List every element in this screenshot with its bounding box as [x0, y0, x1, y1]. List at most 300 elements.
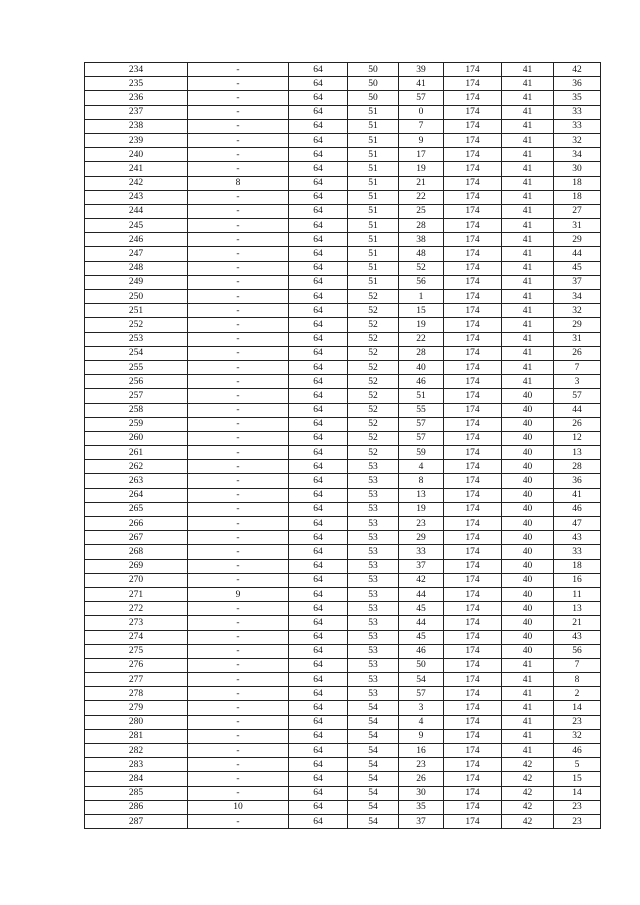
table-cell: 64	[289, 729, 348, 743]
table-cell: 174	[444, 318, 502, 332]
table-cell: 174	[444, 786, 502, 800]
table-cell: 40	[502, 488, 554, 502]
table-cell: 64	[289, 318, 348, 332]
table-cell: 64	[289, 261, 348, 275]
table-row	[85, 261, 601, 275]
table-cell: -	[188, 630, 289, 644]
table-cell: 40	[502, 616, 554, 630]
table-cell: 26	[554, 417, 601, 431]
table-cell: 174	[444, 190, 502, 204]
table-row	[85, 644, 601, 658]
table-cell: -	[188, 417, 289, 431]
table-cell: 37	[554, 275, 601, 289]
table-cell: 174	[444, 403, 502, 417]
table-cell: 14	[554, 786, 601, 800]
table-cell: 51	[348, 119, 399, 133]
table-cell: 40	[502, 630, 554, 644]
table-row	[85, 304, 601, 318]
table-cell: -	[188, 219, 289, 233]
table-cell: 30	[399, 786, 444, 800]
table-cell: 32	[554, 304, 601, 318]
table-cell: -	[188, 786, 289, 800]
table-cell: 54	[399, 673, 444, 687]
table-cell: -	[188, 460, 289, 474]
table-cell: 64	[289, 91, 348, 105]
table-cell: 52	[348, 346, 399, 360]
table-cell: 44	[554, 403, 601, 417]
table-cell: 47	[554, 517, 601, 531]
table-cell: 40	[399, 360, 444, 374]
table-cell: 270	[85, 573, 188, 587]
table-cell: 40	[502, 573, 554, 587]
table-cell: 256	[85, 375, 188, 389]
table-cell: 64	[289, 233, 348, 247]
table-cell: 53	[348, 474, 399, 488]
table-cell: 1	[399, 290, 444, 304]
table-cell: 16	[399, 744, 444, 758]
table-cell: 64	[289, 545, 348, 559]
table-cell: 259	[85, 417, 188, 431]
table-cell: 174	[444, 517, 502, 531]
table-cell: 29	[399, 531, 444, 545]
table-cell: 29	[554, 233, 601, 247]
table-cell: 53	[348, 488, 399, 502]
table-cell: 52	[348, 375, 399, 389]
table-cell: -	[188, 814, 289, 828]
table-cell: 8	[554, 673, 601, 687]
table-row	[85, 204, 601, 218]
table-cell: 54	[348, 800, 399, 814]
table-cell: 240	[85, 148, 188, 162]
table-row	[85, 148, 601, 162]
table-cell: 64	[289, 658, 348, 672]
table-row	[85, 502, 601, 516]
table-cell: 40	[502, 559, 554, 573]
table-cell: 174	[444, 545, 502, 559]
table-cell: 36	[554, 77, 601, 91]
table-cell: 272	[85, 602, 188, 616]
table-cell: 40	[502, 587, 554, 601]
table-cell: 50	[348, 77, 399, 91]
table-cell: -	[188, 644, 289, 658]
table-cell: 64	[289, 800, 348, 814]
table-cell: 174	[444, 431, 502, 445]
table-cell: 41	[502, 162, 554, 176]
table-cell: 52	[348, 417, 399, 431]
table-cell: -	[188, 772, 289, 786]
table-cell: 174	[444, 715, 502, 729]
table-cell: 26	[399, 772, 444, 786]
table-cell: -	[188, 162, 289, 176]
table-cell: 51	[348, 105, 399, 119]
table-cell: 268	[85, 545, 188, 559]
table-cell: 246	[85, 233, 188, 247]
table-cell: 64	[289, 162, 348, 176]
table-cell: 52	[348, 290, 399, 304]
table-cell: 54	[348, 715, 399, 729]
table-cell: 64	[289, 772, 348, 786]
table-cell: 64	[289, 644, 348, 658]
table-cell: 174	[444, 800, 502, 814]
table-cell: 53	[348, 602, 399, 616]
table-row	[85, 772, 601, 786]
table-cell: 241	[85, 162, 188, 176]
table-row	[85, 814, 601, 828]
table-row	[85, 800, 601, 814]
table-cell: 40	[502, 460, 554, 474]
table-cell: 64	[289, 488, 348, 502]
table-cell: 280	[85, 715, 188, 729]
table-cell: 255	[85, 360, 188, 374]
table-cell: 22	[399, 332, 444, 346]
table-cell: 51	[399, 389, 444, 403]
table-cell: 64	[289, 204, 348, 218]
table-cell: 174	[444, 758, 502, 772]
table-cell: 4	[399, 460, 444, 474]
table-cell: 174	[444, 304, 502, 318]
table-row	[85, 545, 601, 559]
table-cell: 238	[85, 119, 188, 133]
table-cell: -	[188, 744, 289, 758]
table-cell: 248	[85, 261, 188, 275]
table-cell: 28	[554, 460, 601, 474]
table-cell: 64	[289, 332, 348, 346]
table-cell: 40	[502, 389, 554, 403]
table-cell: 174	[444, 332, 502, 346]
table-cell: -	[188, 488, 289, 502]
table-cell: 41	[502, 247, 554, 261]
table-cell: 18	[554, 559, 601, 573]
table-cell: 51	[348, 190, 399, 204]
table-cell: 174	[444, 417, 502, 431]
table-cell: 174	[444, 247, 502, 261]
table-cell: 266	[85, 517, 188, 531]
table-cell: 40	[502, 446, 554, 460]
table-cell: 42	[554, 63, 601, 77]
table-cell: 2	[554, 687, 601, 701]
table-row	[85, 715, 601, 729]
table-row	[85, 474, 601, 488]
table-cell: 31	[554, 332, 601, 346]
table-cell: 41	[399, 77, 444, 91]
table-cell: 174	[444, 204, 502, 218]
table-cell: 51	[348, 133, 399, 147]
table-cell: 46	[554, 502, 601, 516]
table-cell: 64	[289, 814, 348, 828]
table-cell: 33	[554, 105, 601, 119]
table-cell: 53	[348, 658, 399, 672]
table-cell: 37	[399, 814, 444, 828]
table-cell: 174	[444, 219, 502, 233]
table-cell: 174	[444, 261, 502, 275]
table-cell: 23	[399, 517, 444, 531]
table-cell: 41	[502, 744, 554, 758]
table-cell: -	[188, 431, 289, 445]
table-cell: 283	[85, 758, 188, 772]
table-cell: 57	[554, 389, 601, 403]
table-cell: 44	[399, 587, 444, 601]
table-cell: 251	[85, 304, 188, 318]
table-cell: 53	[348, 502, 399, 516]
table-cell: -	[188, 545, 289, 559]
table-row	[85, 431, 601, 445]
table-cell: 35	[399, 800, 444, 814]
table-cell: 64	[289, 701, 348, 715]
table-cell: 41	[502, 290, 554, 304]
table-cell: 46	[399, 644, 444, 658]
table-cell: 51	[348, 275, 399, 289]
table-cell: 174	[444, 63, 502, 77]
table-cell: 29	[554, 318, 601, 332]
table-cell: 174	[444, 687, 502, 701]
table-cell: 41	[502, 658, 554, 672]
table-cell: 258	[85, 403, 188, 417]
table-cell: 54	[348, 786, 399, 800]
table-cell: 54	[348, 701, 399, 715]
table-row	[85, 360, 601, 374]
table-cell: 41	[502, 233, 554, 247]
table-cell: 9	[399, 133, 444, 147]
table-cell: 174	[444, 602, 502, 616]
table-cell: 4	[399, 715, 444, 729]
table-cell: 8	[399, 474, 444, 488]
table-cell: -	[188, 119, 289, 133]
table-cell: 22	[399, 190, 444, 204]
table-cell: 44	[399, 616, 444, 630]
table-cell: 15	[399, 304, 444, 318]
table-cell: -	[188, 261, 289, 275]
table-cell: -	[188, 275, 289, 289]
table-cell: 13	[399, 488, 444, 502]
table-cell: 7	[399, 119, 444, 133]
table-cell: 53	[348, 673, 399, 687]
table-cell: 41	[502, 63, 554, 77]
table-cell: 64	[289, 587, 348, 601]
table-cell: 64	[289, 715, 348, 729]
table-cell: 18	[554, 190, 601, 204]
table-row	[85, 658, 601, 672]
table-cell: -	[188, 247, 289, 261]
table-cell: -	[188, 673, 289, 687]
table-cell: 174	[444, 119, 502, 133]
table-cell: 40	[502, 545, 554, 559]
table-cell: 252	[85, 318, 188, 332]
table-cell: 245	[85, 219, 188, 233]
table-cell: 9	[188, 587, 289, 601]
table-row	[85, 687, 601, 701]
table-cell: 285	[85, 786, 188, 800]
table-cell: 45	[399, 602, 444, 616]
table-cell: -	[188, 63, 289, 77]
table-cell: 269	[85, 559, 188, 573]
table-cell: 53	[348, 573, 399, 587]
table-cell: 21	[399, 176, 444, 190]
table-cell: 234	[85, 63, 188, 77]
table-cell: 18	[554, 176, 601, 190]
table-cell: 43	[554, 630, 601, 644]
table-cell: 174	[444, 744, 502, 758]
table-cell: 174	[444, 290, 502, 304]
table-cell: 44	[554, 247, 601, 261]
table-cell: 53	[348, 687, 399, 701]
table-cell: 33	[554, 119, 601, 133]
table-cell: 51	[348, 162, 399, 176]
table-row	[85, 162, 601, 176]
table-cell: 40	[502, 644, 554, 658]
table-cell: 41	[554, 488, 601, 502]
table-cell: 64	[289, 758, 348, 772]
table-cell: 51	[348, 148, 399, 162]
table-cell: 23	[399, 758, 444, 772]
table-cell: 64	[289, 176, 348, 190]
table-cell: 64	[289, 673, 348, 687]
table-cell: 16	[554, 573, 601, 587]
table-cell: 64	[289, 446, 348, 460]
table-cell: 174	[444, 275, 502, 289]
table-cell: 42	[399, 573, 444, 587]
table-cell: 174	[444, 488, 502, 502]
table-cell: 235	[85, 77, 188, 91]
table-row	[85, 531, 601, 545]
table-cell: 261	[85, 446, 188, 460]
table-cell: -	[188, 105, 289, 119]
table-cell: 53	[348, 644, 399, 658]
table-cell: 23	[554, 800, 601, 814]
table-cell: 17	[399, 148, 444, 162]
table-cell: 41	[502, 346, 554, 360]
table-cell: 239	[85, 133, 188, 147]
table-cell: 276	[85, 658, 188, 672]
table-cell: 64	[289, 247, 348, 261]
table-cell: 41	[502, 360, 554, 374]
table-cell: -	[188, 602, 289, 616]
table-cell: 19	[399, 162, 444, 176]
table-cell: -	[188, 403, 289, 417]
table-cell: 11	[554, 587, 601, 601]
table-cell: 174	[444, 91, 502, 105]
table-row	[85, 119, 601, 133]
table-cell: 27	[554, 204, 601, 218]
table-cell: -	[188, 389, 289, 403]
table-cell: 64	[289, 133, 348, 147]
table-cell: 64	[289, 786, 348, 800]
table-cell: 174	[444, 446, 502, 460]
table-cell: 39	[399, 63, 444, 77]
table-cell: 54	[348, 758, 399, 772]
table-cell: 242	[85, 176, 188, 190]
table-cell: 277	[85, 673, 188, 687]
table-cell: 45	[399, 630, 444, 644]
table-cell: 64	[289, 346, 348, 360]
table-cell: -	[188, 346, 289, 360]
table-cell: 41	[502, 715, 554, 729]
table-cell: 57	[399, 417, 444, 431]
table-cell: 33	[554, 545, 601, 559]
table-cell: 15	[554, 772, 601, 786]
table-cell: 174	[444, 375, 502, 389]
table-cell: 64	[289, 389, 348, 403]
table-cell: 41	[502, 219, 554, 233]
table-cell: 64	[289, 119, 348, 133]
table-cell: 174	[444, 346, 502, 360]
table-cell: -	[188, 91, 289, 105]
table-row	[85, 375, 601, 389]
table-cell: -	[188, 715, 289, 729]
table-cell: 59	[399, 446, 444, 460]
table-cell: 174	[444, 133, 502, 147]
table-row	[85, 233, 601, 247]
table-cell: 64	[289, 460, 348, 474]
table-cell: 257	[85, 389, 188, 403]
table-cell: 0	[399, 105, 444, 119]
table-cell: 174	[444, 616, 502, 630]
table-cell: 28	[399, 219, 444, 233]
table-cell: 21	[554, 616, 601, 630]
table-cell: 64	[289, 502, 348, 516]
table-row	[85, 290, 601, 304]
table-cell: 174	[444, 531, 502, 545]
table-row	[85, 460, 601, 474]
table-cell: 10	[188, 800, 289, 814]
table-row	[85, 630, 601, 644]
table-cell: 282	[85, 744, 188, 758]
table-cell: 64	[289, 531, 348, 545]
table-row	[85, 105, 601, 119]
table-cell: 41	[502, 673, 554, 687]
table-cell: 174	[444, 162, 502, 176]
table-cell: 52	[348, 403, 399, 417]
table-cell: 264	[85, 488, 188, 502]
table-cell: 247	[85, 247, 188, 261]
table-cell: 64	[289, 417, 348, 431]
table-cell: 38	[399, 233, 444, 247]
table-cell: 278	[85, 687, 188, 701]
table-cell: 53	[348, 531, 399, 545]
table-cell: 263	[85, 474, 188, 488]
table-row	[85, 744, 601, 758]
table-cell: -	[188, 502, 289, 516]
table-row	[85, 247, 601, 261]
table-cell: 50	[348, 63, 399, 77]
table-cell: 64	[289, 616, 348, 630]
table-cell: 28	[399, 346, 444, 360]
table-cell: -	[188, 573, 289, 587]
table-cell: 7	[554, 658, 601, 672]
table-cell: -	[188, 531, 289, 545]
table-cell: -	[188, 204, 289, 218]
table-cell: 40	[502, 531, 554, 545]
table-row	[85, 673, 601, 687]
table-row	[85, 133, 601, 147]
table-cell: 36	[554, 474, 601, 488]
table-cell: 53	[348, 545, 399, 559]
table-cell: -	[188, 616, 289, 630]
table-cell: 174	[444, 502, 502, 516]
table-cell: 236	[85, 91, 188, 105]
table-cell: 50	[399, 658, 444, 672]
table-cell: 41	[502, 701, 554, 715]
table-cell: 41	[502, 119, 554, 133]
table-cell: 174	[444, 105, 502, 119]
table-cell: -	[188, 446, 289, 460]
table-cell: 286	[85, 800, 188, 814]
table-cell: 174	[444, 814, 502, 828]
table-cell: 52	[348, 389, 399, 403]
table-cell: 54	[348, 729, 399, 743]
table-cell: 5	[554, 758, 601, 772]
table-row	[85, 417, 601, 431]
table-cell: 53	[348, 630, 399, 644]
